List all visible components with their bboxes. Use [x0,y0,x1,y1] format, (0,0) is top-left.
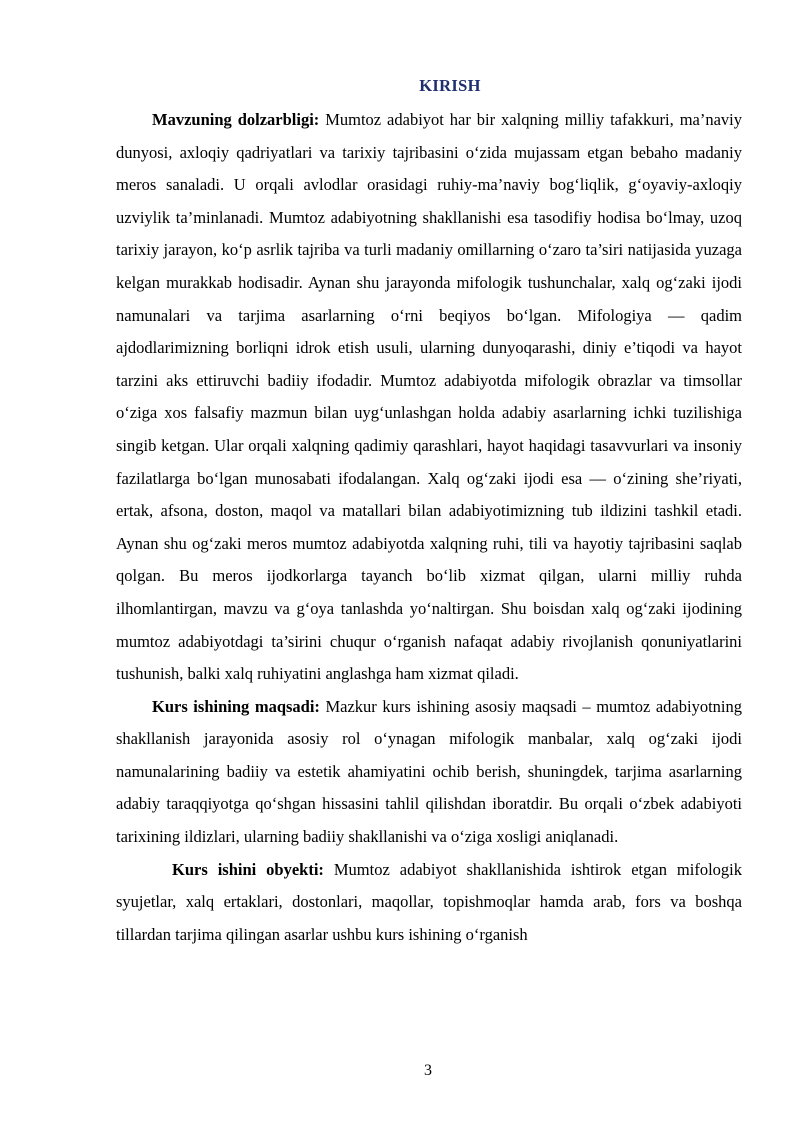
paragraph-lead: Kurs ishining maqsadi: [152,696,320,716]
paragraph-goal [116,691,742,854]
paragraph-lead: Mavzuning dolzarbligi: [152,110,320,129]
section-title: KIRISH [419,76,481,95]
paragraph-lead: Kurs ishini obyekti: [172,859,324,879]
paragraph-text: Mazkur kurs ishining asosiy maqsadi – mumtoz adabiyotning shakllanish jarayonida asosiy rol o‘ynagan mifologik manbalar, xalq og‘zaki ijodi namunalarining badiiy va estetik ahamiyatini ochib berish, shuningdek, tarjima asarlarning adabiy taraqqiyotga qo‘shgan hissasini tahlil qilishdan iboratdir. Bu orqali o‘zbek adabiyoti tarixining ildizlari, ularning badiiy shakllanishi va o‘ziga xosligi aniqlanadi. [116,696,742,847]
page-number: 3 [424,1062,432,1079]
paragraph-relevance [116,104,742,691]
paragraph-object [116,854,742,952]
paragraph-text: Mumtoz adabiyot har bir xalqning milliy tafakkuri, ma’naviy dunyosi, axloqiy qadriyatlari va tarixiy tajribasini o‘zida mujassam etgan bebaho madaniy meros sanaladi. U orqali avlodlar orasidagi ruhiy-ma’naviy bog‘liqlik, g‘oyaviy-axloqiy uzviylik ta’minlanadi. Mumtoz adabiyotning shakllanishi esa tasodifiy hodisa bo‘lmay, uzoq tarixiy jarayon, ko‘p asrlik tajriba va turli madaniy omillarning o‘zaro ta’siri natijasida yuzaga kelgan murakkab hodisadir. Aynan shu jarayonda mifologik tushunchalar, xalq og‘zaki ijodi namunalari va tarjima asarlarning o‘rni beqiyos bo‘lgan. Mifologiya — qadim ajdodlarimizning borliqni idrok etish usuli, ularning dunyoqarashi, diniy e’tiqodi va hayot tarzini aks ettiruvchi badiiy ifodadir. Mumtoz adabiyotda mifologik obrazlar va timsollar o‘ziga xos falsafiy mazmun bilan uyg‘unlashgan holda adabiy asarlarning ichki tuzilishiga singib ketgan. Ular orqali xalqning qadimiy qarashlari, hayot haqidagi tasavvurlari va insoniy fazilatlarga bo‘lgan munosabati ifodalangan. Xalq og‘zaki ijodi esa — o‘zining she’riyati, ertak, afsona, doston, maqol va matallari bilan adabiyotimizning tub ildizini tashkil etadi. Aynan shu og‘zaki meros mumtoz adabiyotda xalqning ruhi, tili va hayotiy tajribasini saqlab qolgan. Bu meros ijodkorlarga tayanch bo‘lib xizmat qilgan, ularni milliy ruhda ilhomlantirgan, mavzu va g‘oya tanlashda yo‘naltirgan. Shu boisdan xalq og‘zaki ijodining mumtoz adabiyotdagi ta’sirini chuqur o‘rganish nafaqat adabiy rivojlanish qonuniyatlarini tushunish, balki xalq ruhiyatini anglashga ham xizmat qiladi. [116,110,743,684]
paragraph-text: Mumtoz adabiyot shakllanishida ishtirok etgan mifologik syujetlar, xalq ertaklari, dostonlari, maqollar, topishmoqlar hamda arab, fors va boshqa tillardan tarjima qilingan asarlar ushbu kurs ishining o‘rganish [116,859,742,944]
body-text [116,104,742,951]
